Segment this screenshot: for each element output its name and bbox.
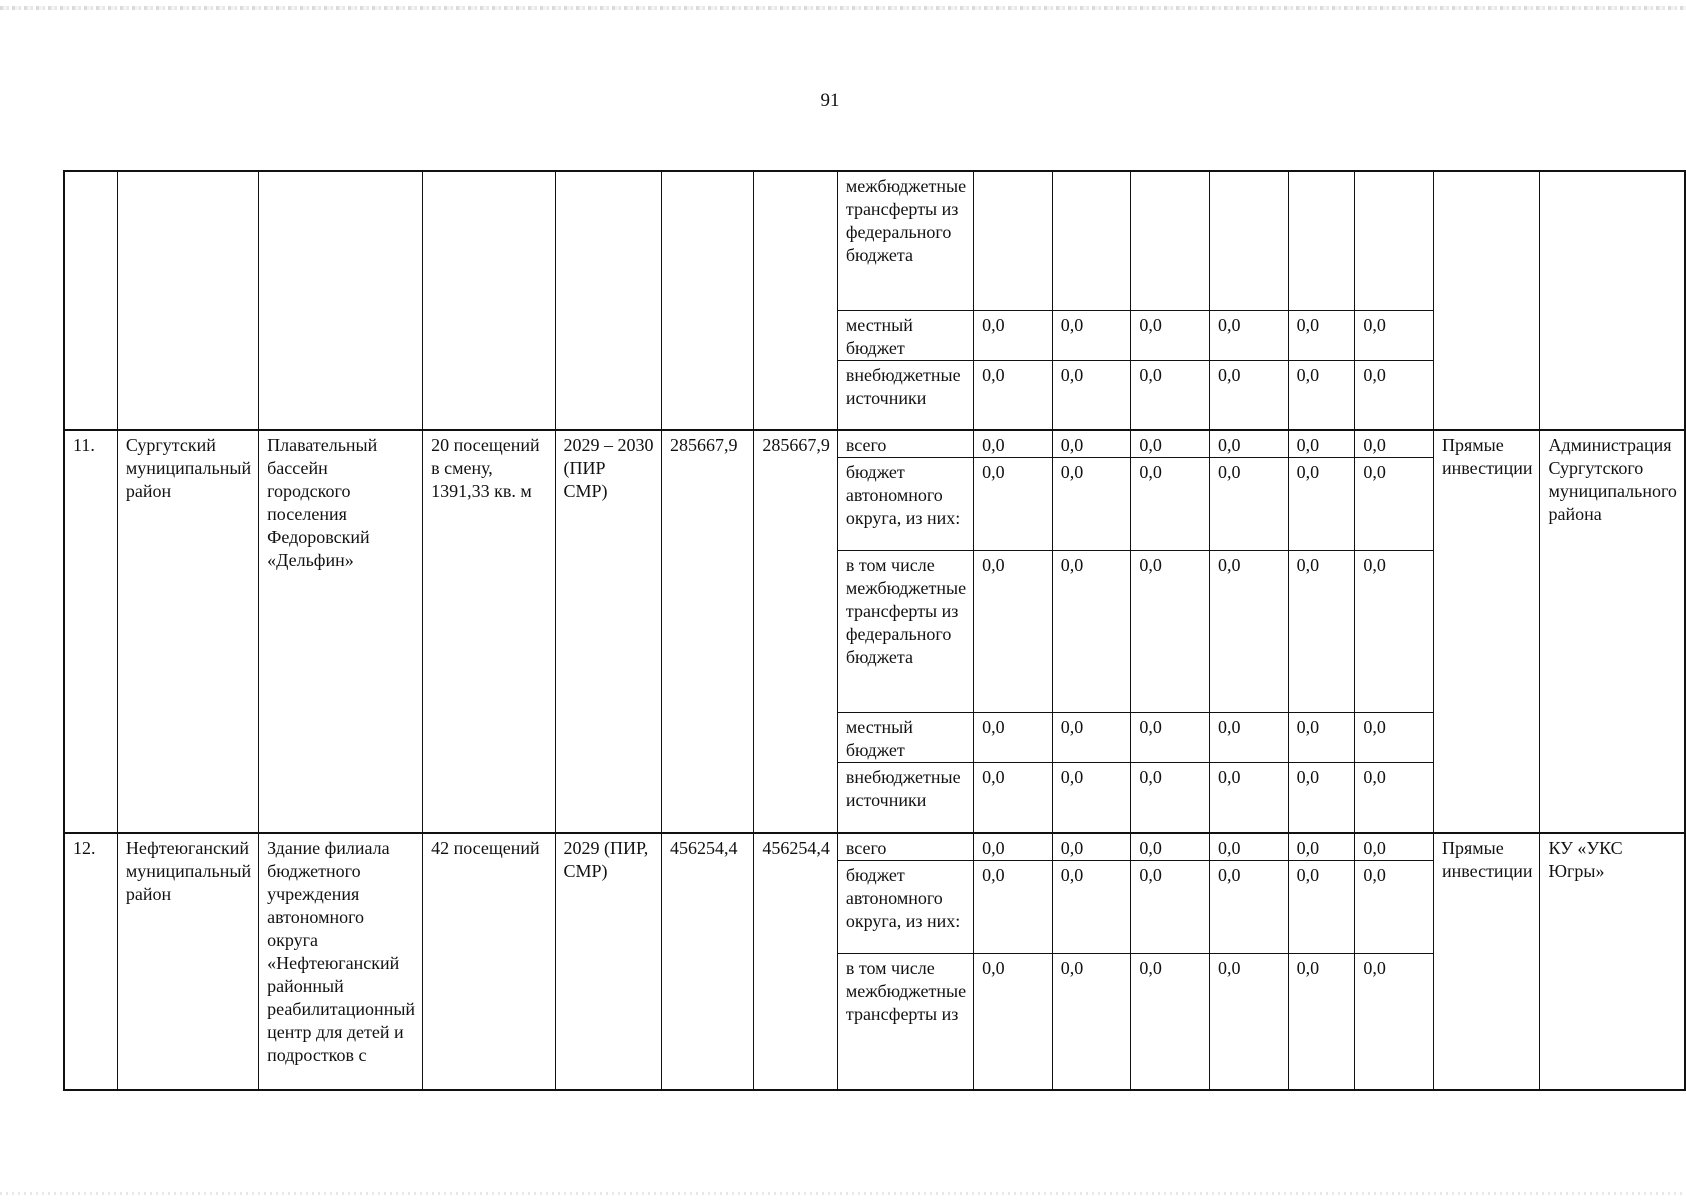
amount-cell: 0,0 (974, 360, 1053, 430)
amount-cell: 0,0 (1288, 360, 1355, 430)
funding-source-label: бюджет автономного округа, из них: (837, 458, 973, 551)
amount-cell: 0,0 (974, 860, 1053, 953)
cell-customer (1540, 171, 1685, 430)
amount-cell: 0,0 (1209, 713, 1288, 763)
funding-source-label: всего (837, 833, 973, 861)
amount-cell (1052, 171, 1131, 310)
amount-cell: 0,0 (1288, 763, 1355, 833)
amount-cell: 0,0 (1288, 833, 1355, 861)
amount-cell: 0,0 (1052, 551, 1131, 713)
cell-capacity: 20 посещений в смену, 1391,33 кв. м (423, 430, 555, 833)
amount-cell: 0,0 (1052, 833, 1131, 861)
funding-source-label: всего (837, 430, 973, 458)
cell-district: Сургутский муниципальный район (117, 430, 258, 833)
cell-period: 2029 (ПИР, СМР) (555, 833, 662, 1091)
amount-cell: 0,0 (1209, 953, 1288, 1090)
amount-cell: 0,0 (1131, 360, 1210, 430)
amount-cell: 0,0 (1209, 458, 1288, 551)
cell-customer: КУ «УКС Югры» (1540, 833, 1685, 1091)
amount-cell: 0,0 (1355, 430, 1434, 458)
amount-cell: 0,0 (1131, 833, 1210, 861)
amount-cell (1288, 171, 1355, 310)
amount-cell: 0,0 (1052, 860, 1131, 953)
scan-artifact-top (0, 6, 1686, 10)
amount-cell: 0,0 (974, 763, 1053, 833)
amount-cell: 0,0 (1131, 551, 1210, 713)
amount-cell: 0,0 (1355, 551, 1434, 713)
amount-cell: 0,0 (1052, 430, 1131, 458)
amount-cell: 0,0 (1288, 860, 1355, 953)
cell-cost1: 285667,9 (662, 430, 754, 833)
amount-cell: 0,0 (1052, 713, 1131, 763)
amount-cell (1209, 171, 1288, 310)
amount-cell: 0,0 (1052, 953, 1131, 1090)
amount-cell: 0,0 (1209, 833, 1288, 861)
table-row (64, 833, 1685, 861)
amount-cell: 0,0 (1355, 310, 1434, 360)
amount-cell: 0,0 (1209, 430, 1288, 458)
cell-period: 2029 – 2030 (ПИР СМР) (555, 430, 662, 833)
amount-cell (1131, 171, 1210, 310)
amount-cell: 0,0 (1355, 713, 1434, 763)
amount-cell: 0,0 (1052, 310, 1131, 360)
cell-investment: Прямые инвестиции (1433, 430, 1539, 833)
funding-source-label: местный бюджет (837, 713, 973, 763)
funding-source-label: межбюджетные трансферты из федерального бюджета (837, 171, 973, 310)
amount-cell: 0,0 (1209, 551, 1288, 713)
amount-cell: 0,0 (1355, 360, 1434, 430)
amount-cell: 0,0 (1355, 953, 1434, 1090)
cell-capacity: 42 посещений (423, 833, 555, 1091)
funding-source-label: бюджет автономного округа, из них: (837, 860, 973, 953)
funding-source-label: в том числе межбюджетные трансферты из федерального бюджета (837, 551, 973, 713)
amount-cell: 0,0 (1209, 763, 1288, 833)
cell-district (117, 171, 258, 430)
amount-cell (974, 171, 1053, 310)
amount-cell: 0,0 (974, 458, 1053, 551)
amount-cell: 0,0 (974, 430, 1053, 458)
cell-object: Плавательный бассейн городского поселения Федоровский «Дельфин» (259, 430, 423, 833)
amount-cell: 0,0 (1355, 833, 1434, 861)
amount-cell: 0,0 (1131, 860, 1210, 953)
table-row (64, 430, 1685, 458)
amount-cell: 0,0 (974, 310, 1053, 360)
amount-cell: 0,0 (1288, 310, 1355, 360)
amount-cell: 0,0 (1209, 360, 1288, 430)
amount-cell: 0,0 (1209, 860, 1288, 953)
cell-num (64, 171, 117, 430)
cell-num: 12. (64, 833, 117, 1091)
page-number: 91 (820, 90, 840, 111)
amount-cell: 0,0 (974, 551, 1053, 713)
funding-source-label: местный бюджет (837, 310, 973, 360)
cell-object: Здание филиала бюджетного учреждения автономного округа «Нефтеюганский районный реабилитационный центр для детей и подростков с (259, 833, 423, 1091)
amount-cell: 0,0 (1131, 430, 1210, 458)
amount-cell: 0,0 (1131, 713, 1210, 763)
cell-object (259, 171, 423, 430)
cell-investment: Прямые инвестиции (1433, 833, 1539, 1091)
amount-cell: 0,0 (974, 713, 1053, 763)
amount-cell: 0,0 (1288, 713, 1355, 763)
cell-investment (1433, 171, 1539, 430)
amount-cell: 0,0 (1288, 953, 1355, 1090)
amount-cell: 0,0 (1288, 430, 1355, 458)
funding-source-label: в том числе межбюджетные трансферты из (837, 953, 973, 1090)
amount-cell: 0,0 (974, 833, 1053, 861)
cell-period (555, 171, 662, 430)
amount-cell: 0,0 (1288, 551, 1355, 713)
amount-cell (1355, 171, 1434, 310)
amount-cell: 0,0 (1131, 953, 1210, 1090)
amount-cell: 0,0 (1052, 458, 1131, 551)
amount-cell: 0,0 (1288, 458, 1355, 551)
cell-cost1: 456254,4 (662, 833, 754, 1091)
cell-cost2: 456254,4 (754, 833, 838, 1091)
funding-source-label: внебюджетные источники (837, 763, 973, 833)
investment-table (63, 170, 1686, 1091)
amount-cell: 0,0 (1209, 310, 1288, 360)
amount-cell: 0,0 (1355, 763, 1434, 833)
table-row (64, 171, 1685, 310)
cell-cost2: 285667,9 (754, 430, 838, 833)
amount-cell: 0,0 (1131, 763, 1210, 833)
cell-cost2 (754, 171, 838, 430)
amount-cell: 0,0 (1052, 360, 1131, 430)
amount-cell: 0,0 (1355, 458, 1434, 551)
cell-capacity (423, 171, 555, 430)
amount-cell: 0,0 (974, 953, 1053, 1090)
cell-cost1 (662, 171, 754, 430)
amount-cell: 0,0 (1355, 860, 1434, 953)
cell-customer: Администрация Сургутского муниципального района (1540, 430, 1685, 833)
amount-cell: 0,0 (1052, 763, 1131, 833)
amount-cell: 0,0 (1131, 458, 1210, 551)
cell-district: Нефтеюганский муниципальный район (117, 833, 258, 1091)
scan-artifact-bottom (0, 1192, 1686, 1195)
amount-cell: 0,0 (1131, 310, 1210, 360)
funding-source-label: внебюджетные источники (837, 360, 973, 430)
cell-num: 11. (64, 430, 117, 833)
